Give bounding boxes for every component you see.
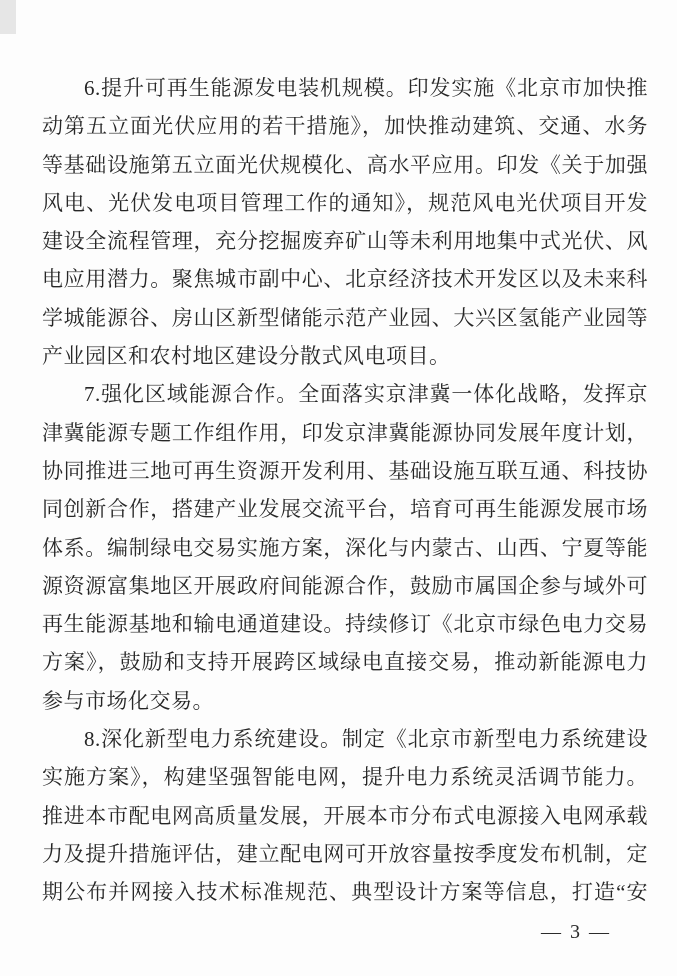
text-line: 源资源富集地区开展政府间能源合作，鼓励市属国企参与域外可 bbox=[42, 573, 648, 598]
text-line: 8.深化新型电力系统建设。制定《北京市新型电力系统建设 bbox=[84, 727, 648, 752]
text-line: 津冀能源专题工作组作用，印发京津冀能源协同发展年度计划， bbox=[42, 420, 648, 445]
text-line: 协同推进三地可再生资源开发利用、基础设施互联互通、科技协 bbox=[42, 458, 648, 483]
page-number: — 3 — bbox=[541, 921, 611, 943]
text-line: 体系。编制绿电交易实施方案，深化与内蒙古、山西、宁夏等能 bbox=[42, 535, 648, 560]
text-line: 7.强化区域能源合作。全面落实京津冀一体化战略，发挥京 bbox=[84, 382, 648, 407]
paragraph-item-8 bbox=[42, 720, 648, 911]
text-line: 等基础设施第五立面光伏规模化、高水平应用。印发《关于加强 bbox=[42, 152, 648, 177]
text-line: 再生能源基地和输电通道建设。持续修订《北京市绿色电力交易 bbox=[42, 612, 648, 637]
text-line: 力及提升措施评估，建立配电网可开放容量按季度发布机制，定 bbox=[42, 841, 648, 866]
paragraph-item-7 bbox=[42, 375, 648, 720]
text-line: 同创新合作，搭建产业发展交流平台，培育可再生能源发展市场 bbox=[42, 497, 648, 522]
text-line: 动第五立面光伏应用的若干措施》，加快推动建筑、交通、水务 bbox=[42, 114, 648, 139]
text-line: 建设全流程管理，充分挖掘废弃矿山等未利用地集中式光伏、风 bbox=[42, 229, 648, 254]
text-line: 电应用潜力。聚焦城市副中心、北京经济技术开发区以及未来科 bbox=[42, 267, 648, 292]
text-line: 实施方案》，构建坚强智能电网，提升电力系统灵活调节能力。 bbox=[42, 765, 648, 790]
text-line: 推进本市配电网高质量发展，开展本市分布式电源接入电网承载 bbox=[42, 803, 648, 828]
text-line: 方案》，鼓励和支持开展跨区域绿电直接交易，推动新能源电力 bbox=[42, 650, 648, 675]
text-line: 期公布并网接入技术标准规范、典型设计方案等信息，打造“安 bbox=[42, 880, 648, 905]
scan-artifact bbox=[0, 0, 16, 34]
text-line: 产业园区和农村地区建设分散式风电项目。 bbox=[42, 344, 451, 369]
paragraph-item-6 bbox=[42, 69, 648, 375]
text-line: 风电、光伏发电项目管理工作的通知》，规范风电光伏项目开发 bbox=[42, 190, 648, 215]
text-line: 6.提升可再生能源发电装机规模。印发实施《北京市加快推 bbox=[84, 76, 648, 100]
text-line: 参与市场化交易。 bbox=[42, 688, 214, 713]
document-body-text bbox=[42, 69, 648, 912]
text-line: 学城能源谷、房山区新型储能示范产业园、大兴区氢能产业园等 bbox=[42, 305, 648, 330]
